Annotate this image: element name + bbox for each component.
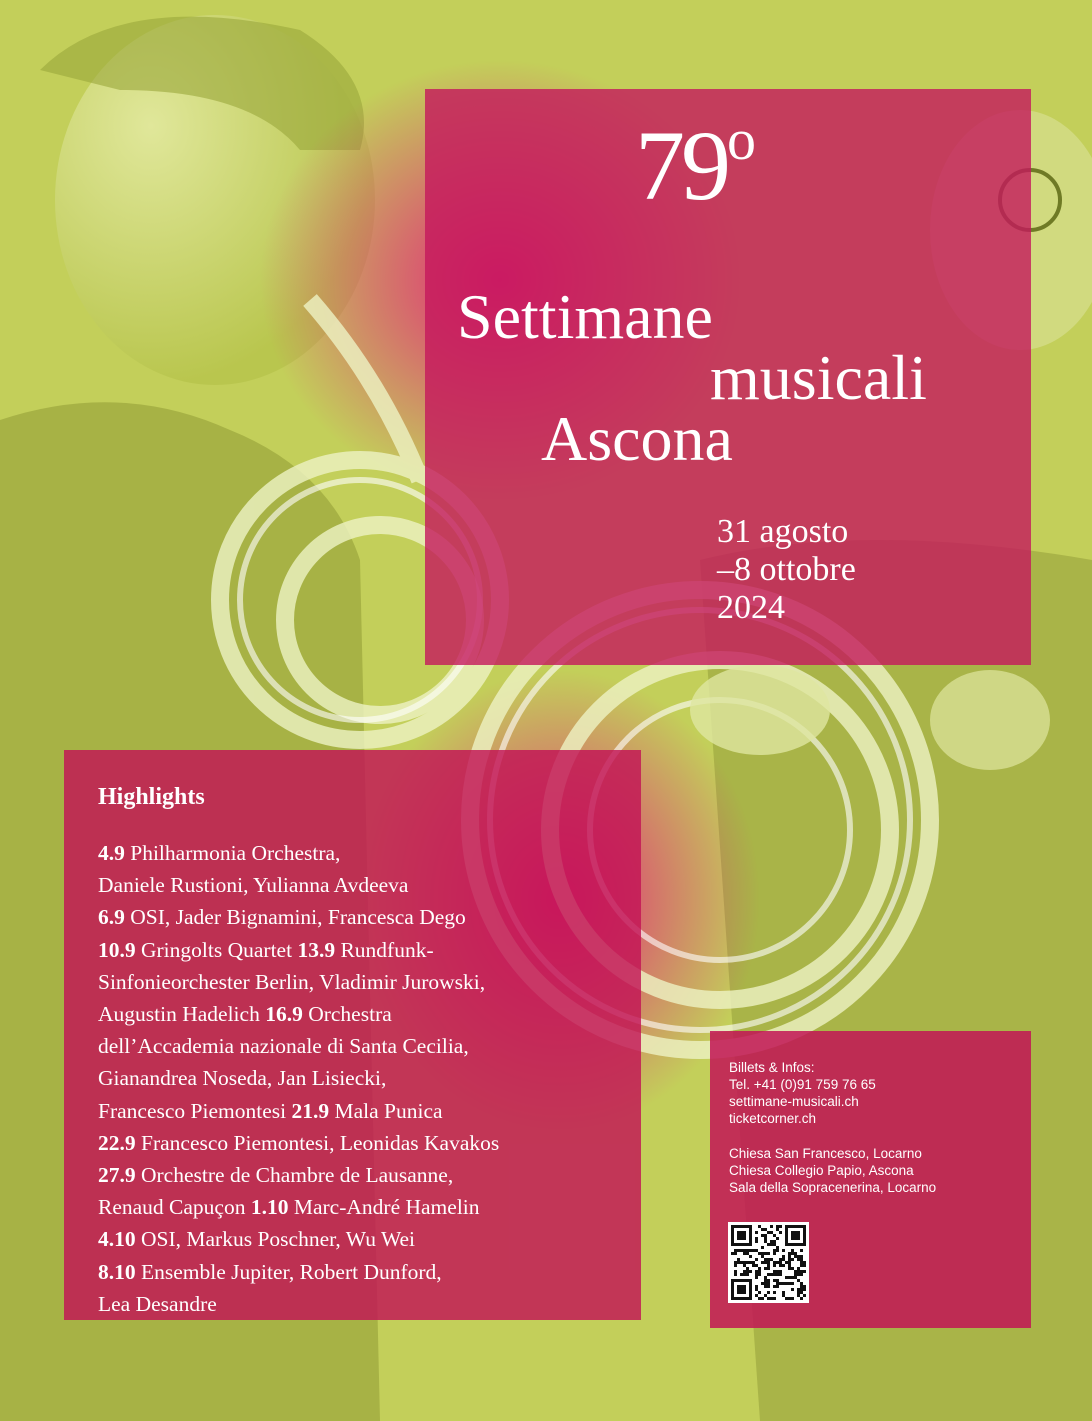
venue-item: Chiesa San Francesco, Locarno — [729, 1146, 922, 1161]
concert-date: 6.9 — [98, 905, 125, 930]
concert-performers: Gianandrea Noseda, Jan Lisiecki, — [98, 1066, 387, 1091]
dates-line-1: 31 agosto — [717, 513, 849, 550]
concert-performers: Daniele Rustioni, Yulianna Avdeeva — [98, 873, 409, 898]
highlights-title: Highlights — [98, 784, 205, 810]
highlight-line — [98, 998, 638, 1030]
highlight-line — [98, 1191, 638, 1223]
concert-performers: OSI, Markus Poschner, Wu Wei — [135, 1227, 416, 1252]
concert-date: 13.9 — [297, 937, 336, 962]
concert-performers: Gringolts Quartet — [135, 937, 298, 962]
concert-date: 4.10 — [98, 1227, 136, 1252]
venue-item: Chiesa Collegio Papio, Ascona — [729, 1163, 914, 1178]
venue-item: Sala della Sopracenerina, Locarno — [729, 1180, 937, 1195]
concert-performers: Marc-André Hamelin — [288, 1195, 480, 1220]
concert-performers: Rundfunk- — [335, 937, 434, 962]
highlights-panel — [64, 750, 641, 1320]
highlight-line — [98, 1288, 638, 1320]
qr-code-graphic — [728, 1222, 809, 1303]
festival-name-line-1: Settimane — [457, 281, 713, 352]
highlight-line — [98, 1095, 638, 1127]
highlight-line — [98, 1223, 638, 1255]
contact-phone: Tel. +41 (0)91 759 76 65 — [729, 1077, 876, 1092]
concert-date: 1.10 — [250, 1195, 289, 1220]
concert-performers: Orchestre de Chambre de Lausanne, — [135, 1163, 454, 1188]
concert-performers: Philharmonia Orchestra, — [124, 841, 341, 865]
highlight-line — [98, 869, 638, 901]
contact-info — [729, 1059, 876, 1127]
concert-performers: Orchestra — [302, 1002, 392, 1027]
concert-performers: Renaud Capuçon — [98, 1195, 251, 1220]
dates-line-3: 2024 — [717, 589, 785, 626]
concert-date: 22.9 — [98, 1130, 136, 1155]
concert-date: 8.10 — [98, 1259, 136, 1284]
concert-performers: Augustin Hadelich — [98, 1002, 266, 1027]
concert-performers: dell’Accademia nazionale di Santa Cecilia, — [98, 1034, 469, 1059]
highlight-line — [98, 1127, 638, 1159]
highlight-line — [98, 1159, 638, 1191]
contact-heading: Billets & Infos: — [729, 1060, 815, 1075]
highlight-line — [98, 837, 638, 869]
concert-performers: Ensemble Jupiter, Robert Dunford, — [135, 1259, 442, 1284]
concert-date: 27.9 — [98, 1163, 136, 1188]
concert-performers: Mala Punica — [329, 1098, 443, 1123]
concert-performers: Francesco Piemontesi — [98, 1098, 292, 1123]
qr-code-icon[interactable] — [728, 1222, 809, 1303]
highlights-list — [98, 837, 638, 1320]
concert-date: 21.9 — [291, 1098, 330, 1123]
festival-name-line-2: musicali — [710, 342, 927, 413]
concert-date: 10.9 — [98, 937, 136, 962]
contact-website-link[interactable]: settimane-musicali.ch — [729, 1094, 859, 1109]
venue-list — [729, 1145, 936, 1196]
highlight-line — [98, 1030, 638, 1062]
festival-dates — [717, 513, 856, 627]
concert-date: 4.9 — [98, 841, 125, 865]
highlight-line — [98, 901, 638, 933]
info-panel — [710, 1031, 1031, 1328]
highlight-line — [98, 1256, 638, 1288]
concert-performers: Sinfonieorchester Berlin, Vladimir Jurowski, — [98, 969, 486, 994]
festival-name-line-3: Ascona — [541, 403, 733, 474]
concert-performers: Francesco Piemontesi, Leonidas Kavakos — [135, 1130, 500, 1155]
concert-date: 16.9 — [265, 1002, 303, 1027]
edition-number: 79$^o$ — [635, 107, 756, 221]
highlight-line — [98, 1062, 638, 1094]
dates-line-2: –8 ottobre — [717, 551, 856, 588]
concert-performers: Lea Desandre — [98, 1291, 217, 1316]
contact-ticket-link[interactable]: ticketcorner.ch — [729, 1111, 817, 1126]
title-panel — [425, 89, 1031, 665]
concert-performers: OSI, Jader Bignamini, Francesca Dego — [124, 905, 466, 930]
highlight-line — [98, 934, 638, 966]
highlight-line — [98, 966, 638, 998]
